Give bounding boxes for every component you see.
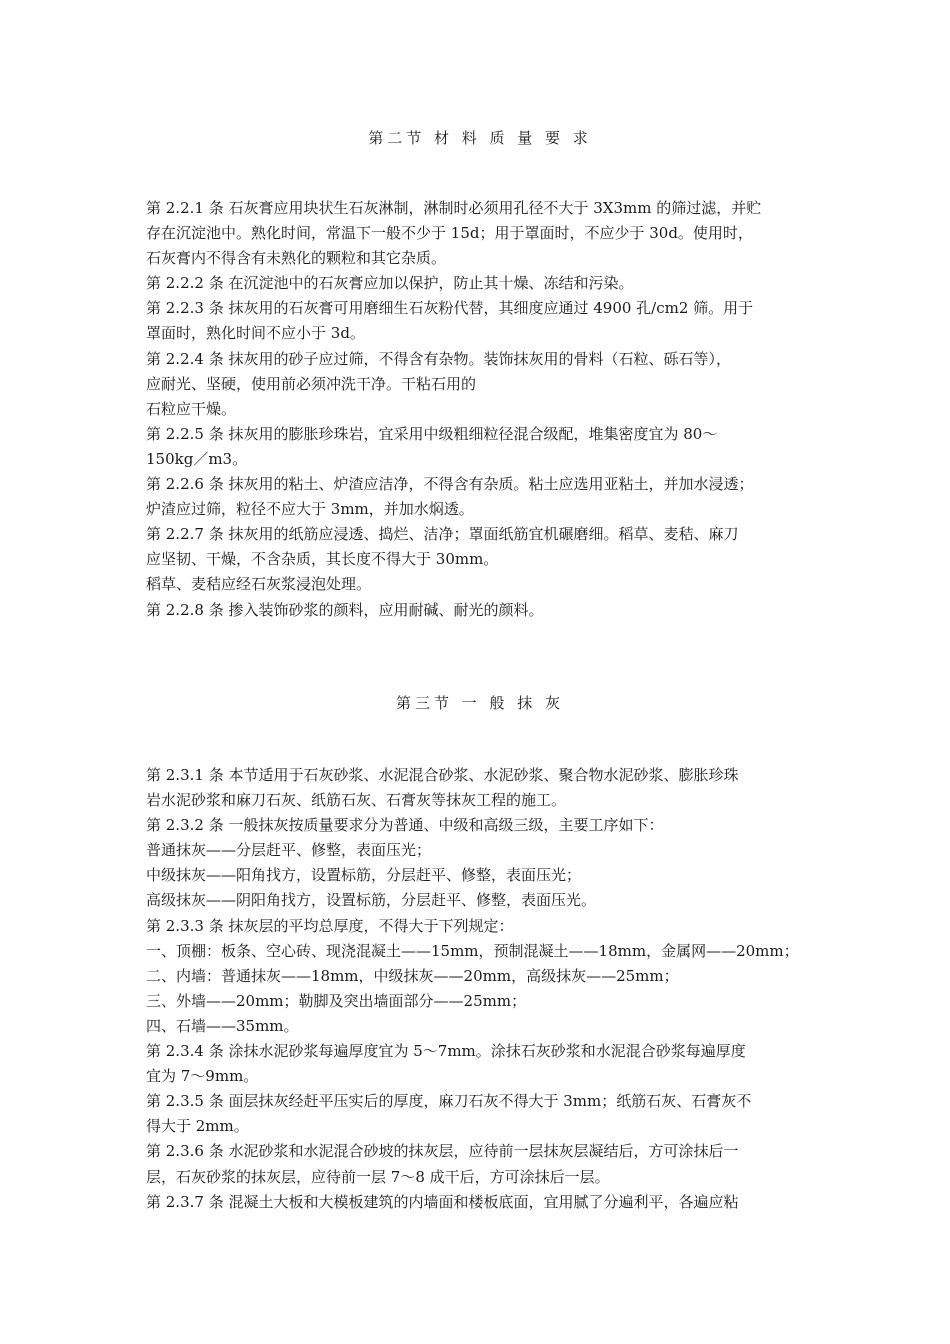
text-line: 一、顶棚：板条、空心砖、现浇混凝土——15mm，预制混凝土——18mm，金属网——20mm； xyxy=(146,941,799,960)
text-line: 普通抹灰——分层赶平、修整，表面压光； xyxy=(146,841,432,860)
section-2-body xyxy=(146,196,814,623)
text-line: 三、外墙——20mm；勒脚及突出墙面部分——25mm； xyxy=(146,991,527,1010)
section-3-body xyxy=(146,763,814,1215)
text-line: 第 2.2.1 条 石灰膏应用块状生石灰淋制，淋制时必须用孔径不大于 3X3mm 的筛过滤，并贮 xyxy=(146,199,762,217)
text-line: 第 2.2.3 条 抹灰用的石灰膏可用磨细生石灰粉代替，其细度应通过 4900 孔/cm2 筛。用于 xyxy=(146,299,754,318)
text-line: 第 2.3.2 条 一般抹灰按质量要求分为普通、中级和高级三级，主要工序如下： xyxy=(146,816,664,835)
text-line: 应耐光、坚硬，使用前必须冲洗干净。干粘石用的 xyxy=(146,374,477,393)
text-line: 石粒应干燥。 xyxy=(146,399,237,418)
text-line: 层，石灰砂浆的抹灰层，应待前一层 7～8 成干后，方可涂抹后一层。 xyxy=(146,1167,610,1186)
text-line: 石灰膏内不得含有未熟化的颗粒和其它杂质。 xyxy=(146,249,447,268)
text-line: 第 2.3.3 条 抹灰层的平均总厚度，不得大于下列规定： xyxy=(146,916,514,935)
text-line: 第 2.2.8 条 掺入装饰砂浆的颜料，应用耐碱、耐光的颜料。 xyxy=(146,600,544,619)
text-line: 150kg／m3。 xyxy=(146,449,248,468)
text-line: 中级抹灰——阳角找方，设置标筋，分层赶平、修整，表面压光； xyxy=(146,866,582,885)
text-line: 二、内墙：普通抹灰——18mm，中级抹灰——20mm，高级抹灰——25mm； xyxy=(146,966,679,985)
text-line: 宜为 7～9mm。 xyxy=(146,1067,259,1086)
text-line: 第 2.3.6 条 水泥砂浆和水泥混合砂坡的抹灰层，应待前一层抹灰层凝结后，方可涂抹后一 xyxy=(146,1142,739,1161)
text-line: 罩面时，熟化时间不应小于 3d。 xyxy=(146,324,365,343)
text-line: 第 2.2.5 条 抹灰用的膨胀珍珠岩，宜采用中级粗细粒径混合级配，堆集密度宜为 80～ xyxy=(146,424,718,443)
text-line: 第 2.3.4 条 涂抹水泥砂浆每遍厚度宜为 5～7mm。涂抹石灰砂浆和水泥混合砂浆每遍厚度 xyxy=(146,1042,746,1061)
text-line: 高级抹灰——阴阳角找方，设置标筋，分层赶平、修整，表面压光。 xyxy=(146,891,597,910)
text-line: 第 2.2.4 条 抹灰用的砂子应过筛，不得含有杂物。装饰抹灰用的骨料（石粒、砾石等）， xyxy=(146,349,731,368)
text-line: 第 2.3.5 条 面层抹灰经赶平压实后的厚度，麻刀石灰不得大于 3mm；纸筋石灰、石膏灰不 xyxy=(146,1092,752,1111)
text-line: 第 2.2.2 条 在沉淀池中的石灰膏应加以保护，防止其十燥、冻结和污染。 xyxy=(146,274,634,293)
text-line: 岩水泥砂浆和麻刀石灰、纸筋石灰、石膏灰等抹灰工程的施工。 xyxy=(146,791,567,810)
section-3-title: 第三节 一 般 抹 灰 xyxy=(395,694,565,712)
text-line: 炉渣应过筛，粒径不应大于 3mm，并加水焖透。 xyxy=(146,500,474,519)
text-line: 得大于 2mm。 xyxy=(146,1117,249,1136)
section-2-title: 第二节 材 料 质 量 要 求 xyxy=(368,129,592,147)
text-line: 应坚韧、干燥，不含杂质，其长度不得大于 30mm。 xyxy=(146,550,499,569)
text-line: 第 2.3.7 条 混凝土大板和大模板建筑的内墙面和楼板底面，宜用腻了分遍利平，各遍应粘 xyxy=(146,1192,739,1211)
text-line: 四、石墙——35mm。 xyxy=(146,1016,299,1035)
text-line: 存在沉淀池中。熟化时间，常温下一般不少于 15d；用于罩面时，不应少于 30d。使用时， xyxy=(146,224,753,243)
text-line: 第 2.3.1 条 本节适用于石灰砂浆、水泥混合砂浆、水泥砂浆、聚合物水泥砂浆、膨胀珍珠 xyxy=(146,766,739,784)
text-line: 第 2.2.7 条 抹灰用的纸筋应浸透、捣烂、洁净；罩面纸筋宜机碾磨细。稻草、麦秸、麻刀 xyxy=(146,525,739,544)
text-line: 稻草、麦秸应经石灰浆浸泡处理。 xyxy=(146,575,372,594)
text-line: 第 2.2.6 条 抹灰用的粘土、炉渣应洁净，不得含有杂质。粘土应选用亚粘土，并加水浸透； xyxy=(146,475,754,494)
